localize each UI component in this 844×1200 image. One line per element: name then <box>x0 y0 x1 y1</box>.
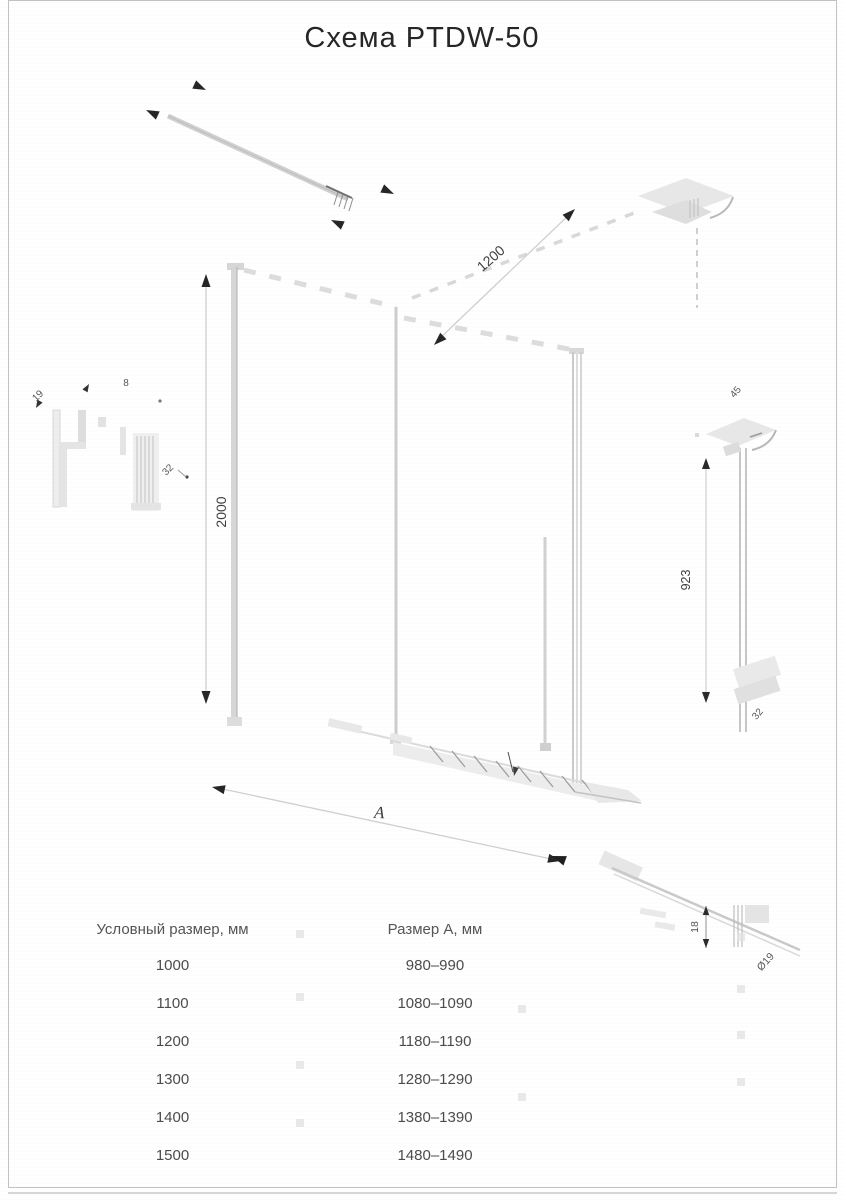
dimension-height <box>178 274 229 704</box>
nominal-size-cell: 1500 <box>155 1146 190 1164</box>
dim-height-label: 2000 <box>213 496 229 528</box>
arrowhead <box>192 80 208 94</box>
arrowhead <box>703 939 709 948</box>
nominal-size-cell: 1400 <box>155 1108 190 1126</box>
size-table-header-row <box>70 912 550 946</box>
size-a-cell: 1080–1090 <box>397 994 473 1012</box>
dimension-width <box>431 206 578 348</box>
size-a-cell: 1480–1490 <box>397 1146 473 1164</box>
watermark-dot <box>737 985 745 993</box>
page-title: Схема PTDW-50 <box>304 22 540 54</box>
watermark-dot <box>737 1031 745 1039</box>
arrowhead <box>702 692 710 703</box>
bottom-rail <box>328 718 642 803</box>
handle-bottom-label: 32 <box>750 706 766 723</box>
dimension-handle-height <box>679 458 710 703</box>
wall-profile-section <box>30 378 176 511</box>
size-table-header-nominal: Условный размер, мм <box>96 920 249 938</box>
dim-width-label: 1200 <box>473 241 508 275</box>
stabilizer-bar <box>144 80 396 229</box>
arrowhead <box>202 274 211 287</box>
arrowhead <box>144 106 160 120</box>
table-row <box>70 1060 550 1098</box>
watermark-dot <box>737 933 745 941</box>
nominal-size-cell: 1100 <box>156 994 189 1012</box>
handle-top-label: 45 <box>728 384 744 401</box>
arrowhead <box>329 216 345 230</box>
dim-a-label: A <box>373 802 385 823</box>
arrowhead <box>702 458 710 469</box>
main-view <box>227 210 642 803</box>
size-a-cell: 1380–1390 <box>397 1108 473 1126</box>
section-gap-label: 8 <box>123 378 129 389</box>
table-row <box>70 984 550 1022</box>
section-depth-label: 19 <box>30 388 47 405</box>
watermark-dot <box>737 1078 745 1086</box>
arrowhead <box>202 691 211 704</box>
table-row <box>70 1136 550 1174</box>
ceiling-bracket <box>638 178 734 308</box>
arrowhead <box>211 783 226 795</box>
size-table-header-size-a: Размер А, мм <box>387 920 483 938</box>
rail-detail <box>550 850 800 973</box>
table-row <box>70 946 550 984</box>
rail-thickness-label: 18 <box>689 921 701 933</box>
size-table <box>70 912 550 1174</box>
arrowhead <box>380 184 396 198</box>
section-width-label: 32 <box>160 462 177 479</box>
table-row <box>70 1098 550 1136</box>
rail-diameter-label: Ø19 <box>754 950 777 974</box>
size-a-cell: 1180–1190 <box>398 1032 472 1050</box>
size-a-cell: 980–990 <box>405 956 465 974</box>
dim-handle-height-label: 923 <box>679 569 693 591</box>
size-a-cell: 1280–1290 <box>397 1070 473 1088</box>
nominal-size-cell: 1300 <box>155 1070 190 1088</box>
nominal-size-cell: 1000 <box>155 956 190 974</box>
dimension-a <box>211 783 562 866</box>
nominal-size-cell: 1200 <box>155 1032 190 1050</box>
handle-side-view <box>695 384 781 732</box>
table-row <box>70 1022 550 1060</box>
